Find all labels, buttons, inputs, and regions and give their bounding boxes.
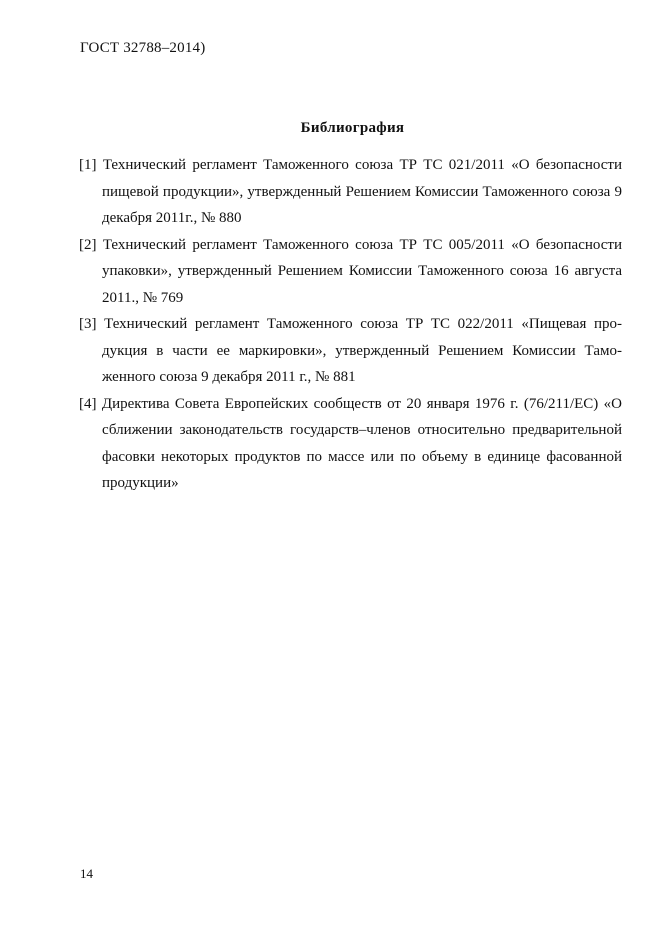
entry-text: Технический регламент Таможенного союза ТР ТС 021/2011 «О безопасности пищевой продукции», утвержденный Решением Комиссии Таможенного союза 9 декабря 2011г., № 880 bbox=[102, 157, 622, 226]
bibliography-entry-3 bbox=[79, 311, 622, 391]
bibliography-entry-2 bbox=[79, 232, 622, 312]
bibliography-list bbox=[79, 152, 622, 497]
bibliography-entry-1 bbox=[79, 152, 622, 232]
entry-marker: [4] bbox=[79, 395, 97, 412]
running-header: ГОСТ 32788–2014) bbox=[80, 40, 206, 56]
entry-marker: [2] bbox=[79, 236, 97, 253]
entry-marker: [1] bbox=[79, 157, 97, 173]
entry-text: Технический регламент Таможенного союза ТР ТС 005/2011 «О безопасности упаковки», утвержденный Решением Комиссии Таможенного союза 16 августа 2011., № 769 bbox=[102, 236, 622, 306]
entry-marker: [3] bbox=[79, 316, 97, 332]
entry-text: Директива Совета Европейских сообществ от 20 января 1976 г. (76/211/ЕС) «О сближении законодательств государств–членов относительно предварительной фасовки некоторых продуктов по массе или по объему в единице фасованной продукции» bbox=[101, 395, 622, 491]
bibliography-heading: Библиография bbox=[300, 120, 405, 136]
page-number: 14 bbox=[80, 866, 93, 881]
entry-text: Технический регламент Таможенного союза ТР ТС 022/2011 «Пищевая продукция в части ее маркировки», утвержденный Решением Комиссии Таможенного союза 9 декабря 2011 г., № 881 bbox=[102, 316, 622, 385]
bibliography-entry-4 bbox=[79, 391, 622, 497]
